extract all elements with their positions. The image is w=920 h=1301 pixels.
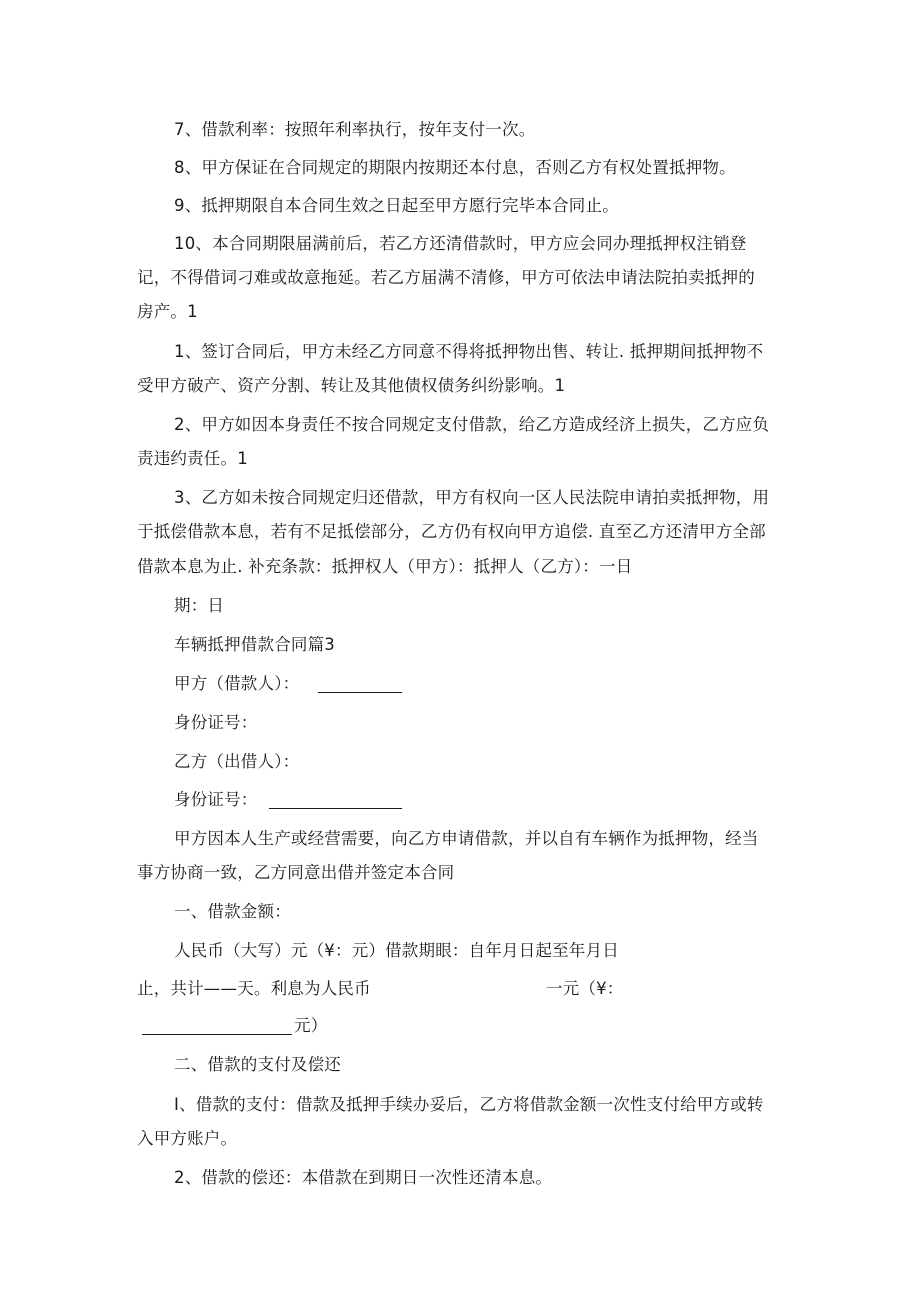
preamble-line-1: 甲方因本人生产或经营需要，向乙方申请借款，并以自有车辆作为抵押物，经当	[174, 829, 759, 848]
loan-amount-heading: 一、借款金额：	[174, 902, 291, 921]
term-3-line-1: 3、乙方如未按合同规定归还借款，甲方有权向一区人民法院申请拍卖抵押物，用	[174, 488, 770, 507]
borrower-blank	[318, 677, 402, 693]
payment-heading: 二、借款的支付及偿还	[174, 1055, 341, 1074]
interest-blank	[142, 1019, 292, 1035]
clause-7: 7、借款利率：按照年利率执行，按年支付一次。	[174, 120, 536, 139]
section-heading: 车辆抵押借款合同篇3	[174, 635, 335, 654]
interest-amount: 一元（¥：	[546, 979, 624, 998]
term-3-line-3: 借款本息为止. 补充条款：抵押权人（甲方）：抵押人（乙方）：一日	[137, 557, 633, 576]
clause-10-line-3: 房产。1	[137, 302, 198, 321]
interest-currency: 元）	[294, 1016, 328, 1035]
clause-10-line-2: 记，不得借词刁难或故意拖延。若乙方届满不清修，甲方可依法申请法院拍卖抵押的	[137, 268, 755, 287]
term-1-line-2: 受甲方破产、资产分割、转让及其他债权债务纠纷影响。1	[137, 376, 566, 395]
clause-10-line-1: 10、本合同期限届满前后，若乙方还清借款时，甲方应会同办理抵押权注销登	[174, 234, 747, 253]
lender-id-blank	[269, 793, 402, 809]
preamble-line-2: 事方协商一致，乙方同意出借并签定本合同	[137, 863, 455, 882]
payment-clause-1-line-2: 入甲方账户。	[137, 1129, 238, 1148]
clause-9: 9、抵押期限自本合同生效之日起至甲方愿行完毕本合同止。	[174, 196, 619, 215]
term-1-line-1: 1、签订合同后，甲方未经乙方同意不得将抵押物出售、转让. 抵押期间抵押物不	[174, 342, 764, 361]
clause-8: 8、甲方保证在合同规定的期限内按期还本付息，否则乙方有权处置抵押物。	[174, 158, 736, 177]
loan-amount-line-1: 人民币（大写）元（¥：元）借款期眼：自年月日起至年月日	[174, 941, 619, 960]
loan-amount-line-2: 止，共计——天。利息为人民币	[137, 979, 371, 998]
payment-clause-2: 2、借款的偿还：本借款在到期日一次性还清本息。	[174, 1168, 553, 1187]
lender-id-label: 身份证号：	[174, 790, 258, 809]
lender-label: 乙方（出借人）：	[174, 752, 300, 771]
term-3-line-2: 于抵偿借款本息，若有不足抵偿部分，乙方仍有权向甲方追偿. 直至乙方还清甲方全部	[137, 522, 766, 541]
borrower-label: 甲方（借款人）：	[174, 674, 300, 693]
term-2-line-2: 责违约责任。1	[137, 449, 248, 468]
payment-clause-1-line-1: I、借款的支付：借款及抵押手续办妥后，乙方将借款金额一次性支付给甲方或转	[174, 1095, 764, 1114]
date-line: 期：日	[174, 596, 225, 615]
term-2-line-1: 2、甲方如因本身责任不按合同规定支付借款，给乙方造成经济上损失，乙方应负	[174, 415, 770, 434]
borrower-id-label: 身份证号：	[174, 713, 258, 732]
